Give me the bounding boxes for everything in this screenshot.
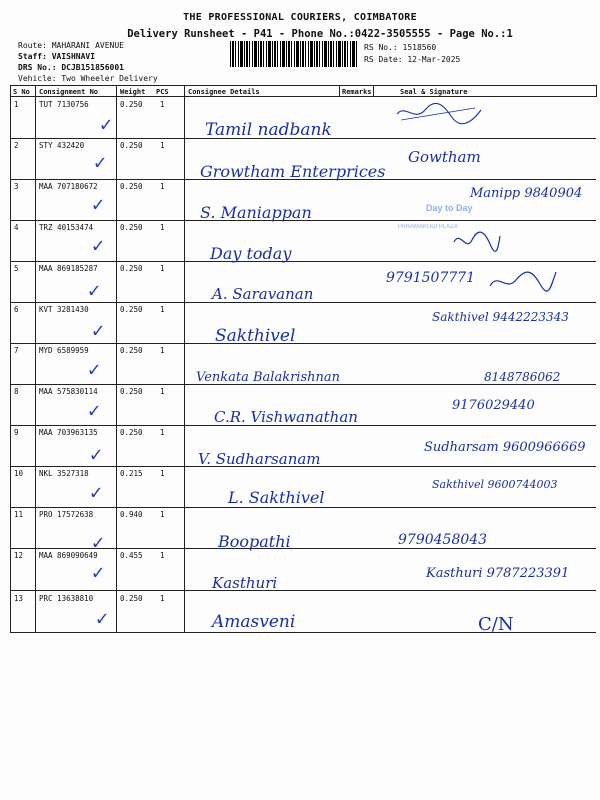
row-signature: 8148786062 — [484, 370, 561, 384]
row-pcs: 1 — [160, 551, 165, 560]
row-consignment: MAA 703963135 — [39, 428, 98, 437]
row-pcs: 1 — [160, 510, 165, 519]
row-consignee: L. Sakthivel — [228, 488, 325, 507]
row-signature: Sakthivel 9600744003 — [432, 478, 558, 491]
check-mark-icon: ✓ — [88, 398, 101, 422]
row-weight: 0.940 — [120, 510, 143, 519]
row-consignment: MAA 575830114 — [39, 387, 98, 396]
row-consignment: MYD 6589959 — [39, 346, 89, 355]
company-title: THE PROFESSIONAL COURIERS, COIMBATORE — [183, 12, 417, 23]
col-header-signature: Seal & Signature — [400, 88, 468, 96]
row-pcs: 1 — [160, 387, 165, 396]
col-divider — [116, 85, 117, 633]
row-sno: 12 — [14, 551, 24, 560]
row-sno: 9 — [14, 428, 19, 437]
row-pcs: 1 — [160, 594, 165, 603]
rs-number: RS No.: 1518560 — [364, 43, 437, 52]
row-sno: 1 — [14, 100, 19, 109]
row-consignee: Sakthivel — [215, 326, 296, 346]
row-consignment: MAA 869185287 — [39, 264, 98, 273]
row-sno: 10 — [14, 469, 24, 478]
check-mark-icon: ✓ — [92, 233, 105, 257]
col-divider — [339, 85, 340, 97]
row-pcs: 1 — [160, 141, 165, 150]
runsheet-heading: Delivery Runsheet - P41 - Phone No.:0422-3505555 - Page No.:1 — [127, 28, 513, 40]
row-pcs: 1 — [160, 100, 165, 109]
col-divider — [10, 85, 11, 633]
row-divider — [10, 261, 596, 262]
signature-scribble — [488, 266, 558, 296]
check-mark-icon: ✓ — [92, 560, 105, 584]
row-weight: 0.250 — [120, 428, 143, 437]
row-divider — [10, 507, 596, 508]
row-consignee: Amasveni — [212, 612, 296, 632]
check-mark-icon: ✓ — [90, 442, 103, 466]
barcode-image — [230, 41, 358, 67]
row-weight: 0.250 — [120, 100, 143, 109]
row-weight: 0.250 — [120, 346, 143, 355]
check-mark-icon: ✓ — [94, 150, 107, 174]
row-consignee: C.R. Vishwanathan — [214, 408, 358, 426]
row-signature: Kasthuri 9787223391 — [426, 566, 570, 581]
row-signature: Manipp 9840904 — [470, 186, 583, 201]
row-consignee: Kasthuri — [212, 574, 278, 592]
row-pcs: 1 — [160, 264, 165, 273]
row-consignment: MAA 869090649 — [39, 551, 98, 560]
row-consignment: STY 432420 — [39, 141, 85, 150]
row-weight: 0.215 — [120, 469, 143, 478]
check-mark-icon: ✓ — [90, 480, 103, 504]
col-divider — [373, 85, 374, 97]
row-consignment: KVT 3281430 — [39, 305, 89, 314]
row-consignee: Tamil nadbank — [205, 120, 332, 140]
row-sno: 8 — [14, 387, 19, 396]
col-header-weight: Weight — [120, 88, 146, 96]
col-divider — [35, 85, 36, 633]
table-header-divider — [10, 96, 596, 97]
check-mark-icon: ✓ — [88, 278, 101, 302]
row-sno: 13 — [14, 594, 24, 603]
drs-number: DRS No.: DCJB151856001 — [18, 63, 124, 72]
row-weight: 0.250 — [120, 141, 143, 150]
row-pcs: 1 — [160, 305, 165, 314]
row-pcs: 1 — [160, 346, 165, 355]
row-consignee: Boopathi — [218, 532, 291, 551]
row-signature: Sakthivel 9442223343 — [432, 310, 569, 324]
row-sno: 2 — [14, 141, 19, 150]
row-consignee: V. Sudharsanam — [198, 450, 321, 468]
check-mark-icon: ✓ — [92, 192, 105, 216]
row-consignment: TUT 7130756 — [39, 100, 89, 109]
row-consignment: PRO 17572638 — [39, 510, 94, 519]
row-weight: 0.250 — [120, 264, 143, 273]
row-consignee: A. Saravanan — [212, 285, 314, 303]
row-signature: Sudharsam 9600966669 — [424, 440, 586, 455]
row-weight: 0.250 — [120, 594, 143, 603]
row-consignment: PRC 13638810 — [39, 594, 94, 603]
row-pcs: 1 — [160, 182, 165, 191]
row-sno: 5 — [14, 264, 19, 273]
row-sno: 7 — [14, 346, 19, 355]
check-mark-icon: ✓ — [92, 530, 105, 554]
check-mark-icon: ✓ — [100, 112, 113, 136]
col-divider — [596, 85, 597, 97]
row-sno: 11 — [14, 510, 24, 519]
row-pcs: 1 — [160, 469, 165, 478]
row-pcs: 1 — [160, 428, 165, 437]
row-weight: 0.455 — [120, 551, 143, 560]
row-signature: Gowtham — [408, 148, 481, 166]
row-sno: 3 — [14, 182, 19, 191]
row-pcs: 1 — [160, 223, 165, 232]
row-weight: 0.250 — [120, 182, 143, 191]
vehicle-label: Vehicle: Two Wheeler Delivery — [18, 74, 158, 83]
row-sno: 4 — [14, 223, 19, 232]
col-header-consignment: Consignment No — [39, 88, 99, 96]
row-sno: 6 — [14, 305, 19, 314]
col-header-consignee: Consignee Details — [188, 88, 260, 96]
check-mark-icon: ✓ — [92, 318, 105, 342]
col-divider — [184, 85, 185, 633]
route-label: Route: MAHARANI AVENUE — [18, 41, 124, 50]
row-signature: 9176029440 — [452, 398, 535, 413]
row-divider — [10, 343, 596, 344]
row-weight: 0.250 — [120, 305, 143, 314]
table-border-top — [10, 85, 596, 86]
rs-date: RS Date: 12-Mar-2025 — [364, 55, 461, 64]
row-consignee: Venkata Balakrishnan — [196, 370, 340, 385]
row-weight: 0.250 — [120, 223, 143, 232]
row-signature: 9790458043 — [398, 532, 488, 548]
row-consignee: Day today — [210, 244, 292, 263]
check-mark-icon: ✓ — [96, 606, 109, 630]
staff-label: Staff: VAISHNAVI — [18, 52, 96, 61]
signature-scribble — [452, 228, 502, 254]
row-consignment: NKL 3527318 — [39, 469, 89, 478]
stamp-text: Day to Day — [426, 203, 473, 213]
check-mark-icon: ✓ — [88, 357, 101, 381]
stamp-subtext: PARAMAKUDI PLAZA — [398, 224, 458, 230]
row-signature: 9791507771 — [386, 270, 476, 286]
col-header-sno: S No — [13, 88, 30, 96]
row-divider — [10, 590, 596, 591]
row-consignee: S. Maniappan — [200, 203, 312, 222]
signature-scribble — [395, 100, 485, 130]
col-header-remarks: Remarks — [342, 88, 372, 96]
row-consignment: TRZ 40153474 — [39, 223, 94, 232]
row-consignment: MAA 707180672 — [39, 182, 98, 191]
row-consignee: Growtham Enterprices — [200, 162, 386, 181]
row-signature: C/N — [478, 614, 514, 635]
row-weight: 0.250 — [120, 387, 143, 396]
col-header-pcs: PCS — [156, 88, 169, 96]
